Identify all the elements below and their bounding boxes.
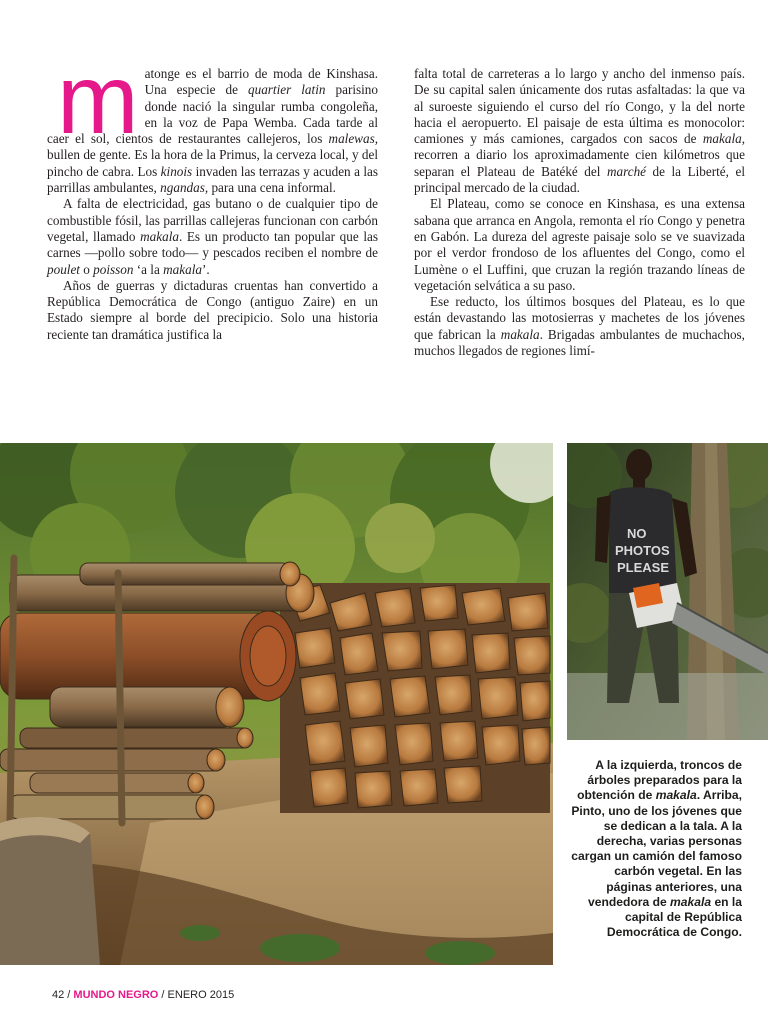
man-with-chainsaw-illustration (567, 443, 768, 740)
page-number: 42 (52, 989, 65, 1001)
shirt-text-line-2: PHOTOS (615, 543, 670, 558)
photo-caption: A la izquierda, troncos de árboles preparados para la obtención de makala. Arriba, Pinto, uno de los jóvenes que se dedican a la tala. A la derecha, varias personas cargan un camión del famoso carbón vegetal. En las páginas anteriores, una vendedora de makala en la capital de República Democrática de Congo. (571, 758, 742, 940)
shirt-text-line-3: PLEASE (617, 560, 670, 575)
magazine-name: MUNDO NEGRO (73, 989, 159, 1001)
paragraph: atonge es el barrio de moda de Kinshasa. Una especie de quartier latin parisino donde nació la singular rumba congoleña, en la voz de Papa Wemba. Cada tarde al caer el sol, cientos de restaurantes callejeros, los malewas, bullen de gente. Es la hora de la Primus, la cerveza local, y del pincho de cabra. Los kinois invaden las terrazas y acuden a las parrillas ambulantes, ngandas, para una cena informal. (47, 66, 378, 196)
article-column-left (47, 44, 378, 343)
footer-separator-2: / (158, 989, 168, 1001)
drop-cap: m (57, 44, 137, 154)
issue-date: ENERO 2015 (167, 989, 235, 1001)
article-column-right (414, 66, 745, 359)
right-column-body (414, 66, 745, 359)
stacked-logs-illustration (0, 443, 553, 965)
footer-separator: / (64, 989, 74, 1001)
page-footer (52, 989, 234, 1001)
paragraph: falta total de carreteras a lo largo y ancho del inmenso país. De su capital salen únicamente dos rutas asfaltadas: la que va al suroeste siguiendo el curso del río Congo, y la del norte hacia el aeropuerto. El paisaje de esta última es monocolor: camiones y más camiones, cargados con sacos de makala, recorren a diario los aproximadamente cien kilómetros que separan el Plateau de Batéké del marché de la Liberté, el principal mercado de la ciudad. (414, 66, 745, 196)
paragraph: Ese reducto, los últimos bosques del Plateau, es lo que están devastando las motosierras y machetes de los jóvenes que fabrican la makala. Brigadas ambulantes de muchachos, muchos llegados de regiones limí- (414, 294, 745, 359)
shirt-text-line-1: NO (627, 526, 647, 541)
paragraph: El Plateau, como se conoce en Kinshasa, es una extensa sabana que arranca en Angola, remonta el río Congo y penetra en Gabón. La dureza del agreste paisaje solo se ve suavizada por el verdor frondoso de los afluentes del Congo, como el Lumène o el Luffini, que cruzan la región trazando líneas de vegetación selvática a su paso. (414, 196, 745, 293)
photo-stacked-logs (0, 443, 553, 965)
paragraph: A falta de electricidad, gas butano o de cualquier tipo de combustible fósil, las parrillas callejeras funcionan con carbón vegetal, llamado makala. Es un producto tan popular que las carnes —pollo sobre todo— y pescados reciben el nombre de poulet o poisson ‘a la makala’. (47, 196, 378, 277)
paragraph: Años de guerras y dictaduras cruentas han convertido a República Democrática de Congo (antiguo Zaire) en un Estado siempre al borde del precipicio. Solo una historia reciente tan dramática justifica la (47, 277, 378, 342)
photo-man-with-chainsaw (567, 443, 768, 740)
